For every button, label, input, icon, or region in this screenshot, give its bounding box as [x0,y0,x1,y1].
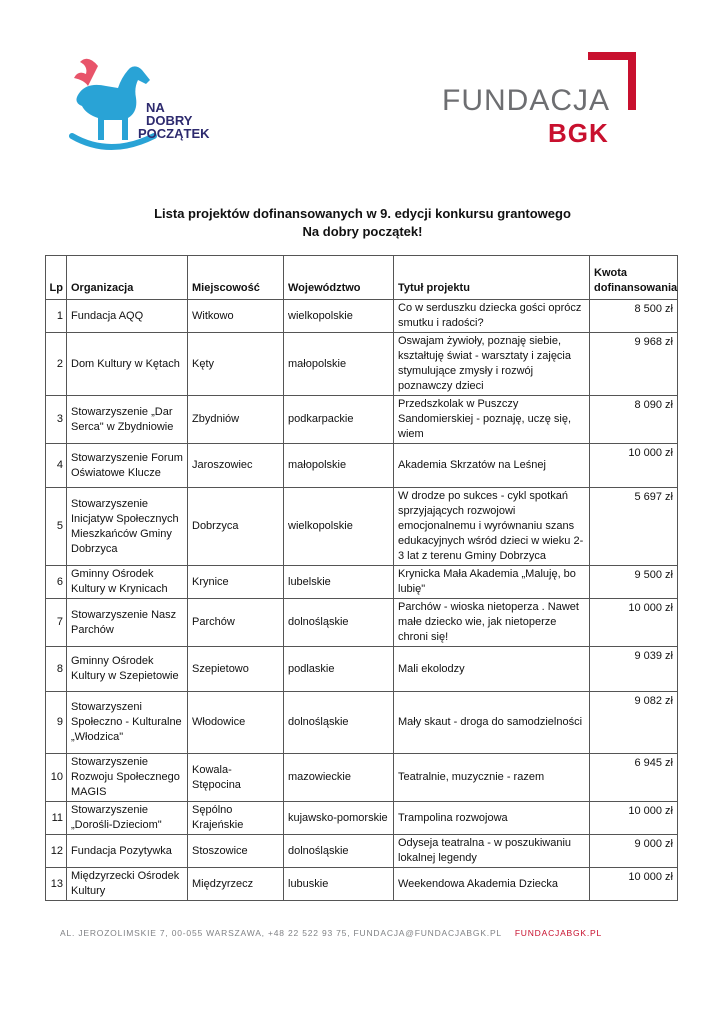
footer-website-link[interactable]: FUNDACJABGK.PL [514,928,603,938]
cell-amount: 5 697 zł [590,488,678,566]
cell-city: Kowala-Stępocina [188,754,284,802]
cell-lp: 10 [46,754,67,802]
cell-province: dolnośląskie [284,599,394,647]
bgk-wordmark: BGK [548,118,609,148]
cell-organization: Dom Kultury w Kętach [67,333,188,396]
cell-project: Przedszkolak w Puszczy Sandomierskiej - poznaję, uczę się, wiem [394,396,590,444]
cell-amount: 8 090 zł [590,396,678,444]
cell-amount: 10 000 zł [590,444,678,488]
table-row [46,444,678,488]
cell-province: małopolskie [284,333,394,396]
cell-project: Oswajam żywioły, poznaję siebie, kształtuję świat - warsztaty i zajęcia stymulujące zmysły i rozwój poznawczy dzieci [394,333,590,396]
cell-amount: 10 000 zł [590,802,678,835]
table-row [46,754,678,802]
cell-amount: 8 500 zł [590,300,678,333]
cell-province: wielkopolskie [284,300,394,333]
cell-city: Dobrzyca [188,488,284,566]
cell-province: podlaskie [284,647,394,692]
cell-project: Mali ekolodzy [394,647,590,692]
table-header-row [46,256,678,300]
cell-province: lubelskie [284,566,394,599]
cell-amount: 9 500 zł [590,566,678,599]
table-row [46,647,678,692]
fundacja-wordmark: FUNDACJA [442,84,611,117]
cell-city: Stoszowice [188,835,284,868]
cell-lp: 2 [46,333,67,396]
cell-province: dolnośląskie [284,835,394,868]
cell-project: W drodze po sukces - cykl spotkań sprzyjających rozwojowi emocjonalnemu i wyrównaniu szans edukacyjnych wśród dzieci w wieku 2-3 lat z terenu Gminy Dobrzyca [394,488,590,566]
cell-organization: Stowarzyszenie Forum Oświatowe Klucze [67,444,188,488]
cell-city: Szepietowo [188,647,284,692]
svg-text:POCZĄTEK: POCZĄTEK [138,126,210,141]
footer [60,928,602,938]
cell-amount: 9 000 zł [590,835,678,868]
cell-project: Trampolina rozwojowa [394,802,590,835]
table-body [46,300,678,901]
table-row [46,488,678,566]
cell-project: Odyseja teatralna - w poszukiwaniu lokalnej legendy [394,835,590,868]
footer-address: AL. JEROZOLIMSKIE 7, 00-055 WARSZAWA, +48 22 522 93 75, FUNDACJA@FUNDACJABGK.PL [60,928,502,938]
header-city: Miejscowość [188,256,284,300]
cell-amount: 9 039 zł [590,647,678,692]
cell-organization: Stowarzyszenie „Dorośli-Dzieciom" [67,802,188,835]
svg-text:NA: NA [146,100,165,115]
table-row [46,300,678,333]
cell-city: Witkowo [188,300,284,333]
header-lp: Lp [46,256,67,300]
cell-city: Międzyrzecz [188,868,284,901]
cell-project: Akademia Skrzatów na Leśnej [394,444,590,488]
header-project: Tytuł projektu [394,256,590,300]
table-row [46,802,678,835]
cell-project: Mały skaut - droga do samodzielności [394,692,590,754]
grants-table [45,255,678,901]
cell-city: Krynice [188,566,284,599]
cell-lp: 5 [46,488,67,566]
cell-organization: Stowarzyszenie „Dar Serca" w Zbydniowie [67,396,188,444]
cell-amount: 9 082 zł [590,692,678,754]
table-row [46,566,678,599]
table-row [46,868,678,901]
cell-organization: Fundacja AQQ [67,300,188,333]
table-row [46,599,678,647]
cell-amount: 10 000 zł [590,868,678,901]
rocking-horse-icon [58,52,218,162]
cell-lp: 8 [46,647,67,692]
cell-project: Parchów - wioska nietoperza . Nawet małe dziecko wie, jak nietoperze chroni się! [394,599,590,647]
header-organization: Organizacja [67,256,188,300]
cell-lp: 4 [46,444,67,488]
cell-organization: Stowarzyszenie Nasz Parchów [67,599,188,647]
table-row [46,835,678,868]
cell-city: Kęty [188,333,284,396]
cell-lp: 7 [46,599,67,647]
cell-city: Parchów [188,599,284,647]
cell-organization: Międzyrzecki Ośrodek Kultury [67,868,188,901]
cell-organization: Fundacja Pozytywka [67,835,188,868]
cell-organization: Stowarzyszenie Rozwoju Społecznego MAGIS [67,754,188,802]
cell-city: Sępólno Krajeńskie [188,802,284,835]
na-dobry-poczatek-logo [58,52,218,162]
cell-city: Zbydniów [188,396,284,444]
cell-organization: Gminny Ośrodek Kultury w Szepietowie [67,647,188,692]
cell-province: kujawsko-pomorskie [284,802,394,835]
cell-province: podkarpackie [284,396,394,444]
cell-province: wielkopolskie [284,488,394,566]
header-province: Województwo [284,256,394,300]
cell-amount: 9 968 zł [590,333,678,396]
cell-city: Jaroszowiec [188,444,284,488]
cell-project: Teatralnie, muzycznie - razem [394,754,590,802]
cell-lp: 1 [46,300,67,333]
svg-text:DOBRY: DOBRY [146,113,193,128]
header-amount: Kwota dofinansowania [590,256,678,300]
cell-lp: 3 [46,396,67,444]
table-row [46,333,678,396]
table-row [46,396,678,444]
cell-province: lubuskie [284,868,394,901]
document-subtitle: Na dobry początek! [302,224,423,239]
cell-organization: Stowarzyszenie Inicjatyw Społecznych Mieszkańców Gminy Dobrzyca [67,488,188,566]
cell-lp: 6 [46,566,67,599]
cell-province: małopolskie [284,444,394,488]
cell-city: Włodowice [188,692,284,754]
cell-project: Weekendowa Akademia Dziecka [394,868,590,901]
cell-lp: 9 [46,692,67,754]
cell-lp: 11 [46,802,67,835]
cell-province: dolnośląskie [284,692,394,754]
cell-organization: Gminny Ośrodek Kultury w Krynicach [67,566,188,599]
cell-amount: 6 945 zł [590,754,678,802]
cell-lp: 13 [46,868,67,901]
cell-lp: 12 [46,835,67,868]
document-title: Lista projektów dofinansowanych w 9. edycji konkursu grantowego [154,206,571,221]
cell-organization: Stowarzyszeni Społeczno - Kulturalne „Włodzica" [67,692,188,754]
cell-amount: 10 000 zł [590,599,678,647]
cell-province: mazowieckie [284,754,394,802]
table-row [46,692,678,754]
cell-project: Krynicka Mała Akademia „Maluję, bo lubię" [394,566,590,599]
cell-project: Co w serduszku dziecka gości oprócz smutku i radości? [394,300,590,333]
